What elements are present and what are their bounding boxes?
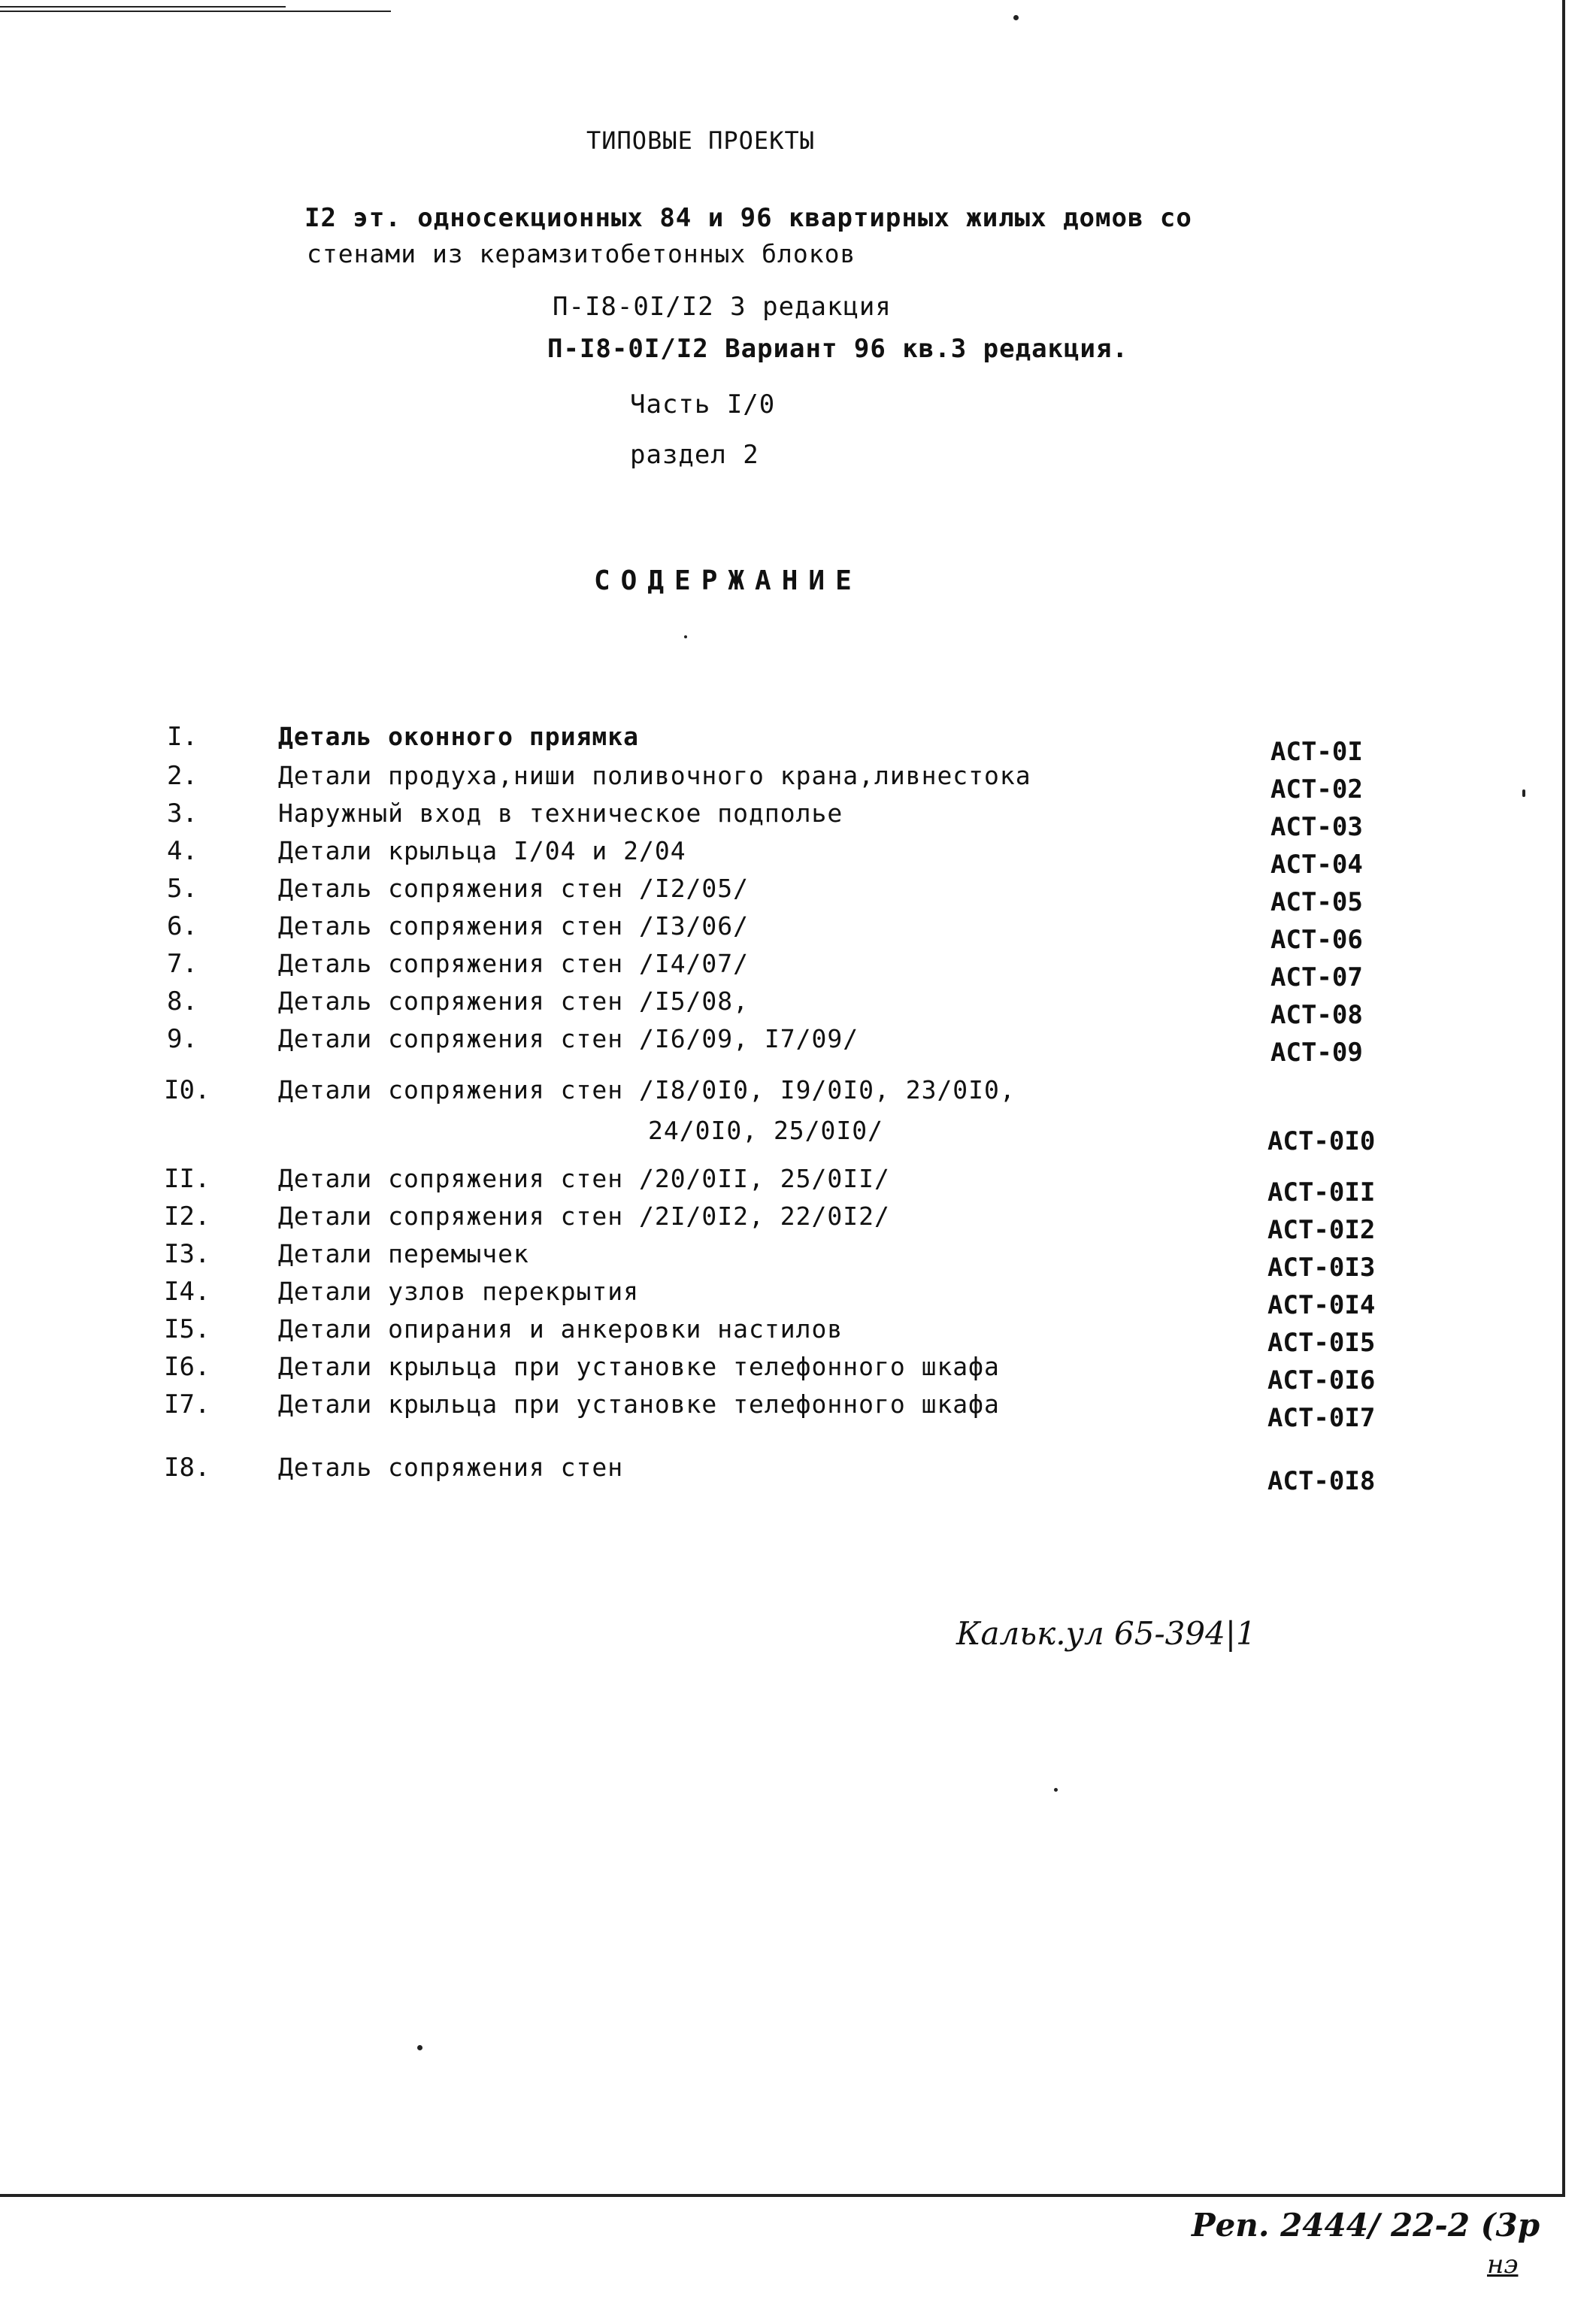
toc-number: 4. <box>167 836 198 866</box>
toc-row <box>0 874 1596 917</box>
toc-code: АСТ-0I8 <box>1267 1466 1376 1496</box>
toc-title: Детали перемычек <box>278 1239 529 1268</box>
registration-note: Реп. 2444/ 22-2 (3р <box>1192 2207 1540 2244</box>
toc-code: АСТ-08 <box>1270 1000 1363 1030</box>
registration-subnote: нэ <box>1487 2250 1519 2280</box>
contents-heading: СОДЕРЖАНИЕ <box>594 565 862 596</box>
toc-number: 9. <box>167 1024 198 1054</box>
toc-title: Деталь сопряжения стен <box>278 1453 624 1482</box>
toc-title: Деталь сопряжения стен /I5/08, <box>278 986 750 1016</box>
toc-row <box>0 722 1596 767</box>
toc-code: АСТ-09 <box>1270 1038 1363 1068</box>
toc-row <box>0 798 1596 842</box>
scan-speck <box>1013 15 1019 20</box>
toc-code: АСТ-0I2 <box>1267 1215 1376 1245</box>
toc-row <box>0 1024 1596 1068</box>
toc-title: Деталь оконного приямка <box>278 722 639 751</box>
scan-speck <box>1522 789 1525 797</box>
toc-code: АСТ-0I7 <box>1267 1403 1376 1433</box>
toc-title: Детали сопряжения стен /I8/0I0, I9/0I0, 23/0I0, <box>278 1075 1016 1104</box>
page-border-bottom <box>0 2194 1565 2197</box>
part-label: Часть I/0 <box>630 389 776 420</box>
toc-row <box>0 1453 1596 1496</box>
toc-code: АСТ-0I3 <box>1267 1253 1376 1283</box>
toc-number: 2. <box>167 761 198 791</box>
toc-code: АСТ-0II <box>1267 1177 1376 1208</box>
project-title-line2: стенами из керамзитобетонных блоков <box>307 239 856 268</box>
toc-title: Детали опирания и анкеровки настилов <box>278 1314 843 1344</box>
toc-title: Детали сопряжения стен /I6/09, I7/09/ <box>278 1024 859 1053</box>
project-code-1: П-I8-0I/I2 3 редакция <box>553 292 892 322</box>
toc-number: 8. <box>167 986 198 1017</box>
toc-title: Детали крыльца при установке телефонного шкафа <box>278 1389 1000 1419</box>
toc-number: I5. <box>164 1314 210 1344</box>
toc-code: АСТ-0I <box>1270 737 1363 767</box>
toc-title: Детали сопряжения стен /2I/0I2, 22/0I2/ <box>278 1201 890 1231</box>
toc-code: АСТ-05 <box>1270 887 1363 917</box>
toc-code: АСТ-0I4 <box>1267 1290 1376 1320</box>
toc-code: АСТ-0I6 <box>1267 1365 1376 1395</box>
toc-code: АСТ-0I5 <box>1267 1328 1376 1358</box>
toc-row <box>0 1239 1596 1283</box>
toc-row <box>0 986 1596 1030</box>
toc-row <box>0 1314 1596 1358</box>
toc-title: Деталь сопряжения стен /I4/07/ <box>278 949 750 978</box>
toc-code: АСТ-04 <box>1270 850 1363 880</box>
toc-row <box>0 1352 1596 1395</box>
toc-title: Детали продуха,ниши поливочного крана,ливнестока <box>278 761 1031 790</box>
project-code-2: П-I8-0I/I2 Вариант 96 кв.3 редакция. <box>547 334 1128 364</box>
toc-title: Деталь сопряжения стен /I3/06/ <box>278 911 750 941</box>
toc-number: I3. <box>164 1239 210 1269</box>
toc-number: I4. <box>164 1277 210 1307</box>
toc-number: II. <box>164 1164 210 1194</box>
toc-number: 3. <box>167 798 198 829</box>
scan-speck <box>1054 1788 1058 1792</box>
project-title-line1: I2 эт. односекционных 84 и 96 квартирных жилых домов со <box>304 203 1192 233</box>
toc-row <box>0 836 1596 880</box>
toc-title-continuation: 24/0I0, 25/0I0/ <box>648 1116 884 1145</box>
toc-row <box>0 1201 1596 1245</box>
toc-code: АСТ-03 <box>1270 812 1363 842</box>
toc-code: АСТ-06 <box>1270 925 1363 955</box>
toc-code: АСТ-02 <box>1270 774 1363 805</box>
toc-title: Детали узлов перекрытия <box>278 1277 639 1306</box>
toc-row <box>0 911 1596 955</box>
toc-row <box>0 1389 1596 1433</box>
toc-title: Детали крыльца I/04 и 2/04 <box>278 836 686 865</box>
toc-row <box>0 1164 1596 1208</box>
toc-title: Наружный вход в техническое подполье <box>278 798 843 828</box>
toc-number: I0. <box>164 1075 210 1105</box>
toc-title: Деталь сопряжения стен /I2/05/ <box>278 874 750 903</box>
toc-number: I8. <box>164 1453 210 1483</box>
toc-number: I6. <box>164 1352 210 1382</box>
toc-title: Детали крыльца при установке телефонного шкафа <box>278 1352 1000 1381</box>
toc-number: 6. <box>167 911 198 941</box>
toc-number: 5. <box>167 874 198 904</box>
toc-row <box>0 1277 1596 1320</box>
scan-speck <box>417 2045 422 2050</box>
toc-number: I2. <box>164 1201 210 1232</box>
section-label: раздел 2 <box>630 440 759 470</box>
toc-number: 7. <box>167 949 198 979</box>
series-title: ТИПОВЫЕ ПРОЕКТЫ <box>586 126 815 155</box>
toc-row <box>0 761 1596 805</box>
scan-edge-line <box>0 11 391 12</box>
toc-row <box>0 949 1596 992</box>
toc-number: I7. <box>164 1389 210 1420</box>
toc-code: АСТ-0I0 <box>1267 1126 1376 1156</box>
toc-title: Детали сопряжения стен /20/0II, 25/0II/ <box>278 1164 890 1193</box>
scan-speck <box>684 635 687 638</box>
toc-row <box>0 1075 1596 1158</box>
toc-number: I. <box>167 722 198 752</box>
scan-edge-line <box>0 6 286 8</box>
catalog-note: Кальк.ул 65-394|1 <box>956 1615 1256 1652</box>
toc-code: АСТ-07 <box>1270 962 1363 992</box>
